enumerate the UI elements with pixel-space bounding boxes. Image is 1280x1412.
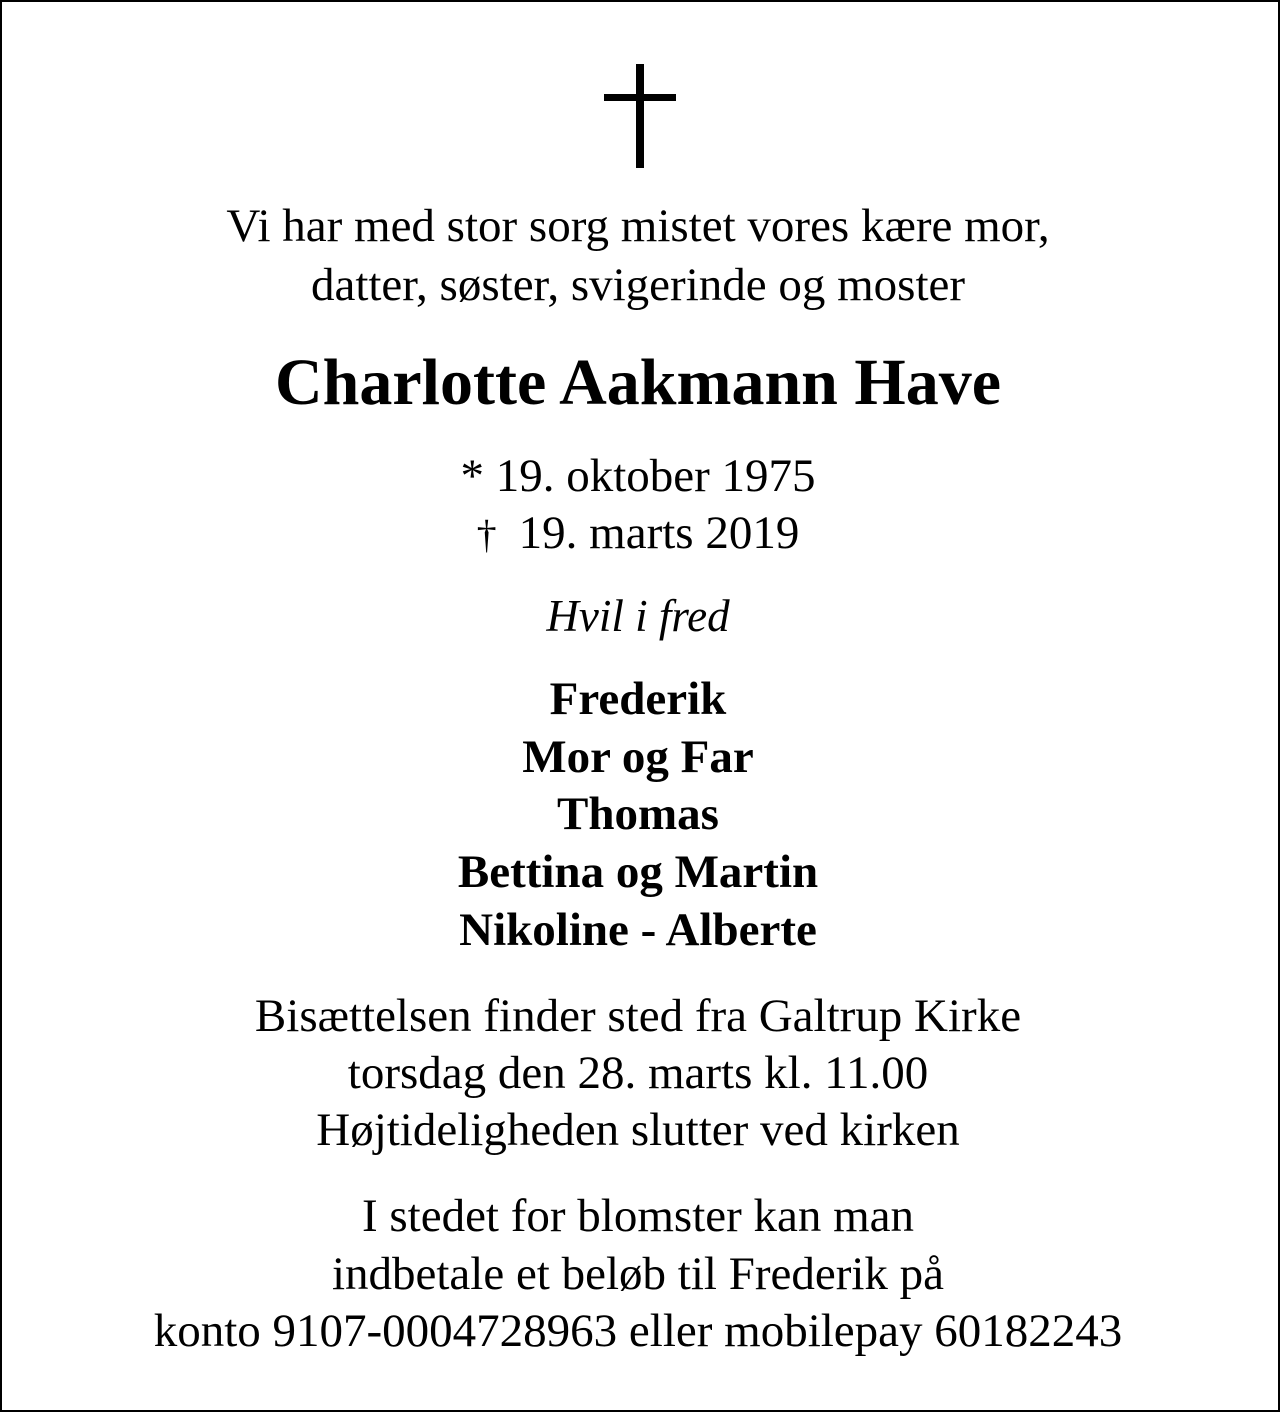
dagger-icon: † bbox=[476, 512, 497, 557]
latin-cross-icon bbox=[604, 64, 676, 168]
farewell-text: Hvil i fred bbox=[546, 591, 730, 641]
funeral-line-1: Bisættelsen finder sted fra Galtrup Kirke bbox=[254, 990, 1022, 1042]
family-member: Mor og Far bbox=[522, 731, 754, 783]
family-member: Bettina og Martin bbox=[457, 846, 819, 898]
donation-line-3: konto 9107-0004728963 eller mobilepay 60182243 bbox=[153, 1305, 1123, 1357]
deceased-name: Charlotte Aakmann Have bbox=[275, 346, 1001, 419]
funeral-line-3: Højtideligheden slutter ved kirken bbox=[316, 1104, 960, 1156]
family-member: Nikoline - Alberte bbox=[459, 904, 817, 956]
family-member: Frederik bbox=[549, 673, 727, 725]
birth-date: * 19. oktober 1975 bbox=[460, 450, 816, 502]
death-date-line bbox=[0, 507, 1276, 559]
donation-line-2: indbetale et beløb til Frederik på bbox=[331, 1248, 945, 1300]
family-member: Thomas bbox=[557, 788, 719, 840]
death-date: 19. marts 2019 bbox=[518, 507, 800, 559]
intro-line-1: Vi har med stor sorg mistet vores kære mor, bbox=[226, 200, 1050, 252]
intro-line-2: datter, søster, svigerinde og moster bbox=[310, 259, 966, 311]
donation-line-1: I stedet for blomster kan man bbox=[361, 1190, 915, 1242]
funeral-line-2: torsdag den 28. marts kl. 11.00 bbox=[347, 1047, 929, 1099]
